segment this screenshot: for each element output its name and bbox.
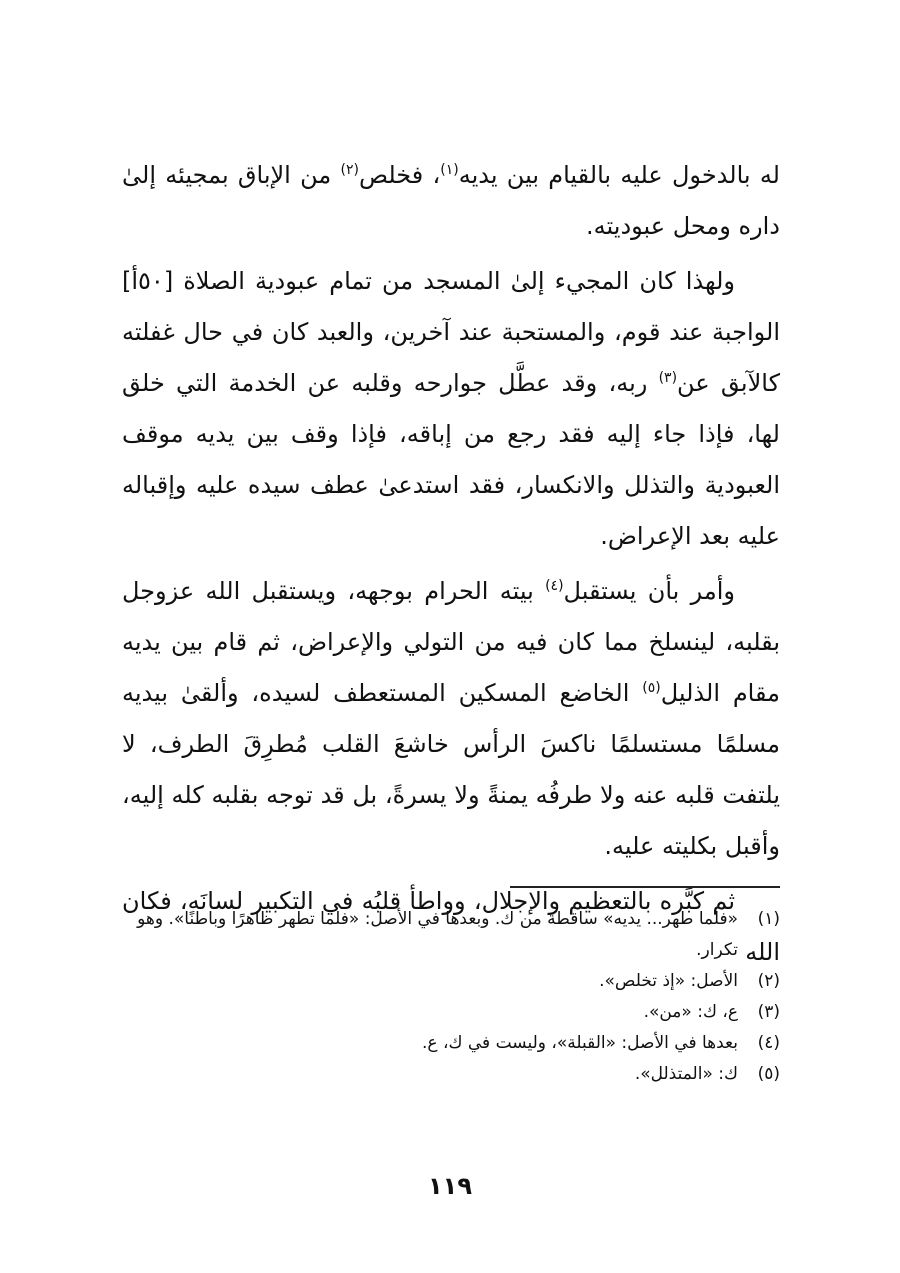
paragraph-1-part-a: له بالدخول عليه بالقيام بين يديه <box>458 161 780 189</box>
footnote-ref-4[interactable]: (٤) <box>545 578 564 594</box>
footnote-ref-1[interactable]: (١) <box>440 162 459 178</box>
paragraph-1 <box>122 150 780 252</box>
paragraph-3-part-b: بيته الحرام بوجهه، ويستقبل الله عزوجل بقلبه، لينسلخ مما كان فيه من التولي والإعراض، ثم قام بين يديه مقام الذليل <box>122 577 780 707</box>
paragraph-3-part-a: وأمر بأن يستقبل <box>563 577 735 605</box>
footnote-5 <box>122 1059 780 1090</box>
footnote-2 <box>122 966 780 997</box>
footnote-1 <box>122 904 780 966</box>
main-text <box>122 150 780 978</box>
footnote-text: ك: «المتذلل». <box>634 1064 738 1084</box>
footnote-text: «فلما طهر... يديه» ساقطة من ك. وبعدها في الأصل: «فلما تطهر ظاهرًا وباطنًا». وهو تكرار. <box>137 909 738 960</box>
footnotes <box>122 904 780 1090</box>
footnote-text: الأصل: «إذ تخلص». <box>599 971 738 991</box>
footnote-4 <box>122 1028 780 1059</box>
footnote-ref-2[interactable]: (٢) <box>340 162 359 178</box>
paragraph-3-part-c: الخاضع المسكين المستعطف لسيده، وألقىٰ بيديه مسلمًا مستسلمًا ناكسَ الرأس خاشعَ القلب مُطرِقَ الطرف، لا يلتفت قلبه عنه ولا طرفُه يمنةً ولا يسرةً، بل قد توجه بقلبه كله إليه، وأقبل بكليته عليه. <box>122 679 780 860</box>
page-number: ١١٩ <box>428 1172 472 1200</box>
footnote-ref-5[interactable]: (٥) <box>642 680 661 696</box>
footnote-divider <box>510 886 780 888</box>
footnote-3 <box>122 997 780 1028</box>
footnote-number: (٥) <box>757 1064 780 1084</box>
footnote-number: (٢) <box>757 971 780 991</box>
paragraph-2 <box>122 256 780 562</box>
footnote-number: (٣) <box>757 1002 780 1022</box>
footnote-number: (٤) <box>757 1033 780 1053</box>
paragraph-4: ثم كبَّره بالتعظيم والإجلال، وواطأ قلبُه في التكبير لسانَه، فكان الله <box>122 887 780 966</box>
footnote-number: (١) <box>757 909 780 929</box>
paragraph-3 <box>122 566 780 872</box>
footnote-text: بعدها في الأصل: «القبلة»، وليست في ك، ع. <box>422 1033 738 1053</box>
paragraph-1-part-c: من الإباق بمجيئه إلىٰ داره ومحل عبوديته. <box>122 161 780 240</box>
paragraph-2-part-a: ولهذا كان المجيء إلىٰ المسجد من تمام عبودية الصلاة [٥٠أ] الواجبة عند قوم، والمستحبة عند آخرين، والعبد كان في حال غفلته كالآبق عن <box>122 267 780 397</box>
footnote-text: ع، ك: «من». <box>643 1002 738 1022</box>
footnote-ref-3[interactable]: (٣) <box>658 370 678 386</box>
paragraph-1-part-b: ، فخلص <box>358 161 441 189</box>
paragraph-2-part-b: ربه، وقد عطَّل جوارحه وقلبه عن الخدمة التي خلق لها، فإذا جاء إليه فقد رجع من إباقه، فإذا وقف بين يديه موقف العبودية والتذلل والانكسار، فقد استدعىٰ عطف سيده عليه وإقباله عليه بعد الإعراض. <box>122 369 780 550</box>
